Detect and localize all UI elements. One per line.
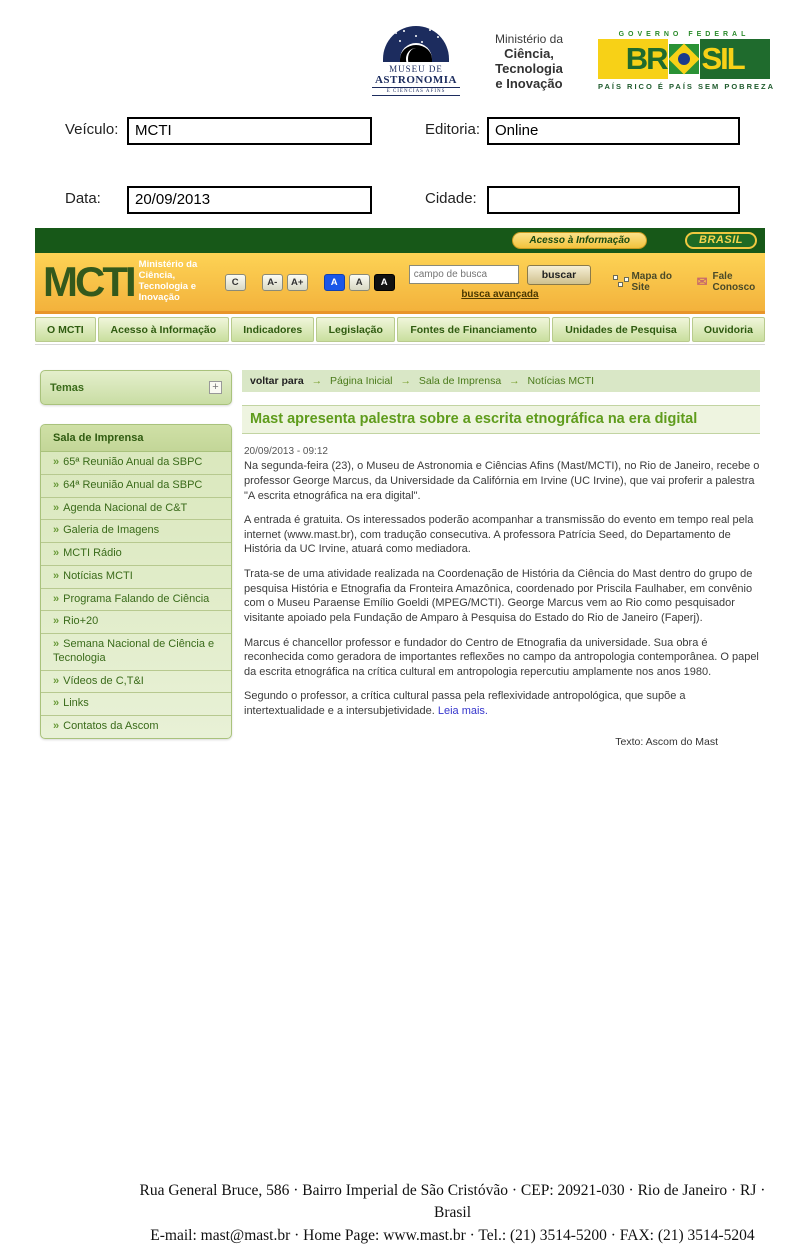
chevron-bullet-icon: » [53,720,60,732]
nav-item-ouvidoria[interactable]: Ouvidoria [692,317,765,342]
font-decrease-button[interactable]: A- [262,274,283,291]
sidebar-item-links[interactable]: » Links [41,693,231,716]
mcti-sub-line2: Tecnologia e Inovação [138,281,197,303]
breadcrumb-noticias-mcti[interactable]: Notícias MCTI [527,375,595,387]
article-paragraph: Na segunda-feira (23), o Museu de Astronomia e Ciências Afins (Mast/MCTI), no Rio de Janeiro, recebe o professor George Marcus, da Universidade da Califórnia em Irvine (UC Irvine), que vai proferir a palestra "A escrita etnográfica na era digital". [244,460,760,502]
mcti-wordmark: MCTI [43,258,134,305]
nav-item-legislacao[interactable]: Legislação [316,317,395,342]
stars-icon [395,32,397,34]
brasil-sil-letters: SIL [701,41,744,76]
search-area [409,265,591,300]
sidebar-item-64-reuniao[interactable]: » 64ª Reunião Anual da SBPC [41,475,231,498]
data-field[interactable]: 20/09/2013 [127,186,372,214]
expand-plus-icon[interactable]: + [209,381,222,394]
chevron-bullet-icon: » [53,456,60,468]
chevron-bullet-icon: » [53,547,60,559]
fale-conosco-link[interactable]: ✉ Fale Conosco [696,271,756,293]
breadcrumb-arrow-icon: → [509,375,520,387]
breadcrumb-arrow-icon: → [400,375,411,387]
article-paragraph: Marcus é chancellor professor e fundador do Centro de Etnografia da universidade. Sua obra é reconhecida como geradora de importantes reflexões no campo da antropologia contemporânea. O papel da escrita etnográfica na crítica cultural em antropologia repercutiu amplamente nos anos 1980. [244,636,759,678]
voltar-para-label: voltar para [250,375,304,387]
sidebar-item-galeria[interactable]: » Galeria de Imagens [41,520,231,543]
veiculo-field[interactable]: MCTI [127,117,372,145]
veiculo-label: Veículo: [65,121,119,138]
breadcrumb-arrow-icon: → [311,375,323,387]
sidebar-item-mcti-radio[interactable]: » MCTI Rádio [41,543,231,566]
main-navigation [35,314,765,345]
theme-blue-button[interactable]: A [324,274,345,291]
brazil-flag-icon [669,44,699,74]
mcti-logo[interactable] [43,259,211,305]
ministerio-wordmark [470,32,588,91]
accessibility-buttons [225,274,395,291]
brasil-br-letters: BR [625,41,667,76]
nav-item-o-mcti[interactable]: O MCTI [35,317,96,342]
governo-federal-label: GOVERNO FEDERAL [618,31,750,38]
governo-federal-brasil-logo [598,31,775,91]
chevron-bullet-icon: » [53,501,60,514]
letterhead-footer [120,1180,785,1247]
chevron-bullet-icon: » [53,524,60,537]
sidebar [40,370,232,750]
breadcrumb-sala-imprensa[interactable]: Sala de Imprensa [418,375,502,387]
font-increase-button[interactable]: A+ [287,274,308,291]
editoria-field[interactable]: Online [487,117,740,145]
mcti-sub-line1: Ministério da Ciência, [138,259,198,282]
sidebar-item-videos[interactable]: » Vídeos de C,T&I [41,671,231,694]
sidebar-item-contatos[interactable]: » Contatos da Ascom [53,720,159,732]
article-paragraph: Segundo o professor, a crítica cultural passa pela reflexividade antropológica, que supõe a intertextualidade e a intersubjetividade. Leia mais. [244,690,686,718]
theme-black-button[interactable]: A [374,274,395,291]
museu-astronomia-logo [372,26,460,96]
nav-item-fontes[interactable]: Fontes de Financiamento [397,317,550,342]
nav-item-acesso[interactable]: Acesso à Informação [98,317,229,342]
brasil-gov-tab[interactable]: BRASIL [685,232,757,249]
theme-default-button[interactable]: A [349,274,370,291]
chevron-bullet-icon: » [53,615,60,628]
main-column [242,370,760,750]
sidebar-item-agenda[interactable]: » Agenda Nacional de C&T [41,498,231,521]
sidebar-item-semana-nacional[interactable]: » Semana Nacional de Ciência e Tecnologia [41,634,231,671]
article-date: 20/09/2013 - 09:12 [244,446,328,457]
letterhead-logos [372,22,775,100]
article-paragraph: A entrada é gratuita. Os interessados poderão acompanhar a transmissão do evento em tempo real pela internet (www.mast.br), com tradução consecutiva. A professora Patrícia Seed, do Departamento de História da UC Irvine, atuará como mediadora. [244,514,754,556]
footer-contact-line: E-mail: mast@mast.br · Home Page: www.mast.br · Tel.: (21) 3514-5200 · FAX: (21) 3514-5204 [150,1226,755,1244]
breadcrumb [242,370,760,392]
telescope-dome-icon [400,43,432,62]
ministerio-line2: Ciência, Tecnologia [495,45,563,76]
brasil-wordmark [598,39,770,79]
editoria-label: Editoria: [425,121,481,138]
chevron-bullet-icon: » [53,569,60,582]
sidebar-item-65-reuniao[interactable]: » 65ª Reunião Anual da SBPC [41,452,231,475]
museu-logo-line3: E CIÊNCIAS AFINS [372,87,460,96]
cidade-field[interactable] [487,186,740,214]
nav-item-unidades[interactable]: Unidades de Pesquisa [552,317,690,342]
article-body [242,434,760,750]
chevron-bullet-icon: » [53,638,60,650]
chevron-bullet-icon: » [53,592,60,605]
breadcrumb-pagina-inicial[interactable]: Página Inicial [330,375,393,387]
temas-panel[interactable] [40,370,232,405]
governo-tagline: PAÍS RICO É PAÍS SEM POBREZA [598,82,775,91]
envelope-icon: ✉ [696,274,708,289]
search-input[interactable] [409,265,519,284]
mapa-do-site-link[interactable]: Mapa do Site [613,271,682,293]
chevron-bullet-icon: » [53,478,60,491]
site-header [35,253,765,311]
ministerio-line1: Ministério da [494,31,564,46]
article-paragraph: Trata-se de uma atividade realizada na Coordenação de História da Ciência do Mast dentro do grupo de pesquisa História e Etnografia da Fronteira Amazônica, coordenado por Priscila Faulhaber, em convênio com o Museu Paraense Emílio Goeldi (MPEG/MCTI). George Marcus vem ao Rio como pesquisador visitante apoiado pela Fundação de Amparo à Pesquisa do Estado do Rio de Janeiro (Faperj). [244,568,753,624]
sidebar-item-noticias[interactable]: » Notícias MCTI [41,566,231,589]
nav-item-indicadores[interactable]: Indicadores [231,317,314,342]
article-credit: Texto: Ascom do Mast [615,735,718,748]
cidade-label: Cidade: [425,190,477,207]
search-button[interactable]: buscar [527,265,591,285]
site-topbar [35,228,765,253]
chevron-bullet-icon: » [53,674,60,687]
sitemap-icon [613,275,626,289]
footer-address-line: Rua General Bruce, 586 · Bairro Imperial de São Cristóvão · CEP: 20921-030 · Rio de Janeiro · RJ · Brasil [139,1182,766,1222]
sala-imprensa-header: Sala de Imprensa [41,425,231,452]
ministerio-line3: e Inovação [495,75,563,91]
contrast-button[interactable]: C [225,274,246,291]
museu-logo-line1: MUSEU DE [389,64,443,74]
sala-imprensa-panel [40,424,232,739]
acesso-informacao-tab[interactable]: Acesso à Informação [512,232,647,249]
sidebar-item-rio20[interactable]: » Rio+20 [41,611,231,634]
site-content [35,345,765,750]
museum-dome-icon [383,26,449,62]
temas-label: Temas [50,381,85,394]
museu-logo-line2: ASTRONOMIA [374,74,457,86]
article-title: Mast apresenta palestra sobre a escrita etnográfica na era digital [242,405,760,434]
mcti-website-screenshot [35,228,765,750]
chevron-bullet-icon: » [53,697,60,710]
data-label: Data: [65,190,101,207]
advanced-search-link[interactable]: busca avançada [461,288,539,300]
sidebar-item-programa-falando[interactable]: » Programa Falando de Ciência [41,589,231,612]
leia-mais-link[interactable]: Leia mais. [437,705,488,718]
